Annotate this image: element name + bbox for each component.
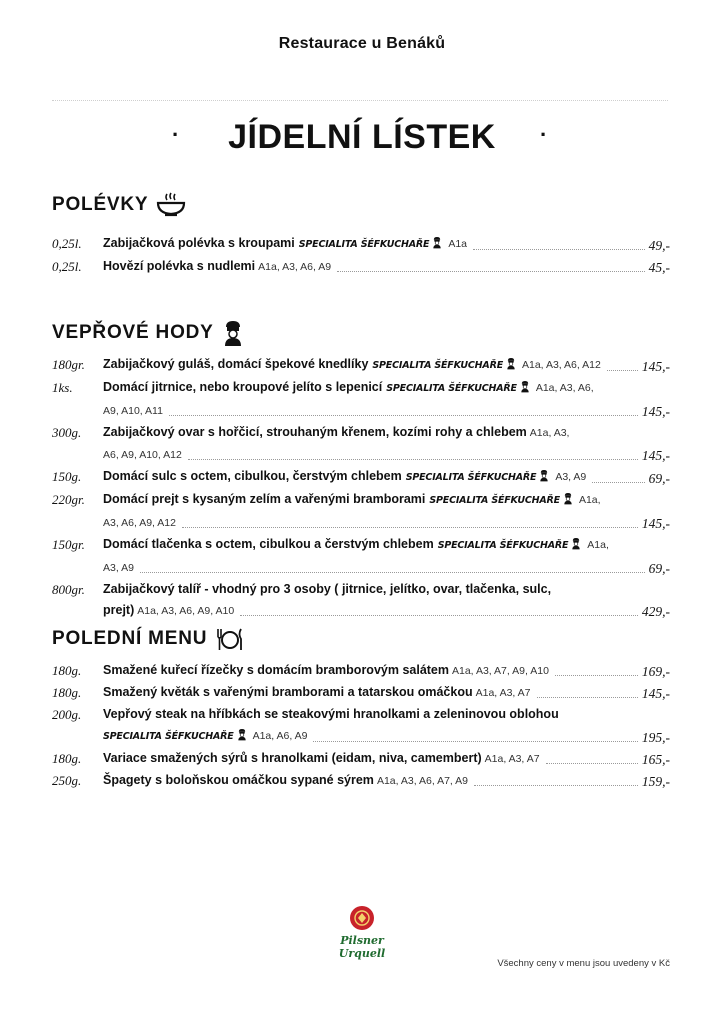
item-name: Vepřový steak na hříbkách se steakovými hranolkami a zeleninovou oblohou xyxy=(103,707,559,721)
item-quantity: 180gr. xyxy=(52,357,85,372)
section-pork xyxy=(52,318,670,622)
specialty-label: SPECIALITA ŠÉFKUCHAŘE xyxy=(372,360,503,371)
item-allergens: A1a, A3, xyxy=(529,427,570,439)
dot-leader xyxy=(537,697,638,698)
item-line xyxy=(103,466,670,489)
dot-leader xyxy=(474,785,638,786)
specialty-label: SPECIALITA ŠÉFKUCHAŘE xyxy=(437,540,569,551)
logo-text: Pilsner Urquell xyxy=(338,934,386,960)
specialty-label: SPECIALITA ŠÉFKUCHAŘE xyxy=(429,495,560,506)
pilsner-urquell-logo xyxy=(320,904,404,960)
item-text xyxy=(103,557,134,579)
dot-leader xyxy=(607,370,638,371)
item-text xyxy=(103,400,163,422)
item-line xyxy=(103,725,670,748)
dot-leader xyxy=(182,527,638,528)
dot-leader xyxy=(473,249,645,250)
item-allergens: A9, A10, A11 xyxy=(103,405,163,417)
item-name: Smažené kuřecí řízečky s domácím bramborovým salátem xyxy=(103,663,449,677)
item-quantity: 200g. xyxy=(52,707,82,722)
item-quantity: 300g. xyxy=(52,425,82,440)
item-text xyxy=(103,682,531,704)
item-line xyxy=(103,377,670,400)
menu-title: JÍDELNÍ LÍSTEK xyxy=(228,118,496,156)
item-text xyxy=(103,354,601,377)
menu-item xyxy=(52,770,670,792)
item-price: 145,- xyxy=(641,448,670,463)
section-title: POLÉVKY xyxy=(52,194,149,215)
chef-icon xyxy=(506,356,516,377)
item-body xyxy=(103,489,670,534)
item-text xyxy=(103,770,468,792)
soup-bowl-icon xyxy=(156,192,186,218)
item-text xyxy=(103,704,559,725)
restaurant-name: Restaurace u Benáků xyxy=(278,35,446,52)
item-body xyxy=(103,579,670,622)
item-line xyxy=(103,400,670,422)
specialty-label: SPECIALITA ŠÉFKUCHAŘE xyxy=(103,731,234,742)
item-body xyxy=(103,534,670,579)
item-allergens: A1a, A3, A7 xyxy=(475,687,531,699)
chef-icon xyxy=(222,319,244,347)
item-quantity: 800gr. xyxy=(52,582,85,597)
dot-leader xyxy=(546,763,638,764)
item-line xyxy=(103,704,670,725)
item-allergens: A1a, A3, A7 xyxy=(484,753,540,765)
item-body xyxy=(103,660,670,682)
menu-item xyxy=(52,704,670,748)
item-quantity: 180g. xyxy=(52,751,82,766)
item-quantity: 180g. xyxy=(52,663,82,678)
item-allergens: A1a, A3, A6, A7, A9 xyxy=(376,775,469,787)
item-allergens: A1a, A3, A6, A12 xyxy=(522,359,601,371)
item-line xyxy=(103,600,670,622)
menu-item xyxy=(52,354,670,377)
item-quantity: 250g. xyxy=(52,773,82,788)
item-line xyxy=(103,233,670,256)
item-allergens: A3, A6, A9, A12 xyxy=(103,517,176,529)
item-line xyxy=(103,422,670,444)
item-text xyxy=(103,256,331,278)
chef-icon xyxy=(563,491,573,512)
item-price: 159,- xyxy=(641,774,670,789)
section-lunch xyxy=(52,624,670,792)
item-text xyxy=(103,233,467,256)
item-body xyxy=(103,256,670,278)
item-body xyxy=(103,466,670,489)
title-bullet-right: · xyxy=(540,122,548,147)
item-quantity: 220gr. xyxy=(52,492,85,507)
chef-icon xyxy=(571,536,581,557)
menu-item xyxy=(52,256,670,278)
item-price: 69,- xyxy=(648,471,670,486)
item-text xyxy=(103,466,586,489)
item-quantity: 180g. xyxy=(52,685,82,700)
dot-leader xyxy=(240,615,638,616)
item-allergens: A1a xyxy=(448,238,468,250)
item-text xyxy=(103,422,569,444)
item-name: Zabijačková polévka s kroupami xyxy=(103,236,295,250)
item-line xyxy=(103,557,670,579)
section-title: POLEDNÍ MENU xyxy=(52,628,208,649)
item-line xyxy=(103,489,670,512)
section-soups xyxy=(52,190,670,278)
item-text xyxy=(103,489,601,512)
item-allergens: A6, A9, A10, A12 xyxy=(103,449,182,461)
item-allergens: A1a, A3, A6, A9, A10 xyxy=(137,605,235,617)
item-price: 145,- xyxy=(641,686,670,701)
item-text xyxy=(103,512,176,534)
header-divider xyxy=(52,100,668,101)
item-line xyxy=(103,534,670,557)
item-price: 169,- xyxy=(641,664,670,679)
chef-icon xyxy=(539,468,549,489)
item-allergens: A1a, A6, A9 xyxy=(252,730,308,742)
item-text xyxy=(103,748,540,770)
item-text xyxy=(103,600,234,622)
item-quantity: 1ks. xyxy=(52,380,73,395)
item-allergens: A3, A9 xyxy=(555,471,587,483)
menu-item xyxy=(52,579,670,622)
item-text xyxy=(103,725,307,748)
item-price: 429,- xyxy=(641,604,670,619)
menu-item xyxy=(52,377,670,422)
dot-leader xyxy=(188,459,638,460)
dot-leader xyxy=(592,482,644,483)
item-name: Domácí jitrnice, nebo kroupové jelíto s lepenicí xyxy=(103,380,383,394)
item-line xyxy=(103,579,670,600)
dot-leader xyxy=(169,415,638,416)
item-name-cont: prejt) xyxy=(103,603,135,617)
price-note: Všechny ceny v menu jsou uvedeny v Kč xyxy=(497,958,670,969)
item-allergens: A3, A9 xyxy=(103,562,134,574)
item-allergens: A1a, xyxy=(578,494,601,506)
item-name: Zabijačkový talíř - vhodný pro 3 osoby ( jitrnice, jelítko, ovar, tlačenka, sulc, xyxy=(103,582,552,596)
item-price: 195,- xyxy=(641,730,670,745)
item-body xyxy=(103,377,670,422)
item-name: Domácí tlačenka s octem, cibulkou a čerstvým chlebem xyxy=(103,537,434,551)
chef-icon xyxy=(237,727,247,748)
item-line xyxy=(103,682,670,704)
title-bullet-left: · xyxy=(172,122,180,147)
item-quantity: 150gr. xyxy=(52,537,85,552)
item-text xyxy=(103,444,182,466)
menu-item xyxy=(52,682,670,704)
plate-cutlery-icon xyxy=(215,626,245,652)
menu-item xyxy=(52,422,670,466)
item-body xyxy=(103,770,670,792)
dot-leader xyxy=(555,675,638,676)
item-line xyxy=(103,354,670,377)
item-body xyxy=(103,748,670,770)
item-line xyxy=(103,770,670,792)
specialty-label: SPECIALITA ŠÉFKUCHAŘE xyxy=(298,239,430,250)
menu-item xyxy=(52,466,670,489)
item-line xyxy=(103,512,670,534)
item-line xyxy=(103,660,670,682)
item-price: 165,- xyxy=(641,752,670,767)
item-body xyxy=(103,354,670,377)
item-name: Zabijačkový ovar s hořčicí, strouhaným křenem, kozími rohy a chlebem xyxy=(103,425,527,439)
item-body xyxy=(103,704,670,748)
item-name: Špagety s boloňskou omáčkou sypané sýrem xyxy=(103,773,374,787)
item-body xyxy=(103,422,670,466)
item-allergens: A1a, A3, A6, A9 xyxy=(258,261,332,273)
specialty-label: SPECIALITA ŠÉFKUCHAŘE xyxy=(386,383,517,394)
item-line xyxy=(103,748,670,770)
item-name: Zabijačkový guláš, domácí špekové knedlíky xyxy=(103,357,369,371)
item-name: Variace smažených sýrů s hranolkami (eidam, niva, camembert) xyxy=(103,751,482,765)
item-price: 69,- xyxy=(648,561,670,576)
item-allergens: A1a, A3, A7, A9, A10 xyxy=(452,665,549,677)
item-name: Domácí prejt s kysaným zelím a vařenými bramborami xyxy=(103,492,426,506)
menu-item xyxy=(52,489,670,534)
item-price: 145,- xyxy=(641,516,670,531)
item-line xyxy=(103,256,670,278)
item-body xyxy=(103,233,670,256)
item-allergens: A1a, xyxy=(587,539,609,551)
dot-leader xyxy=(337,271,645,272)
item-price: 145,- xyxy=(641,359,670,374)
item-quantity: 0,25l. xyxy=(52,259,82,274)
item-quantity: 0,25l. xyxy=(52,236,82,251)
item-text xyxy=(103,579,551,600)
chef-icon xyxy=(432,235,442,256)
item-allergens: A1a, A3, A6, xyxy=(535,382,594,394)
dot-leader xyxy=(313,741,637,742)
chef-icon xyxy=(520,379,530,400)
item-text xyxy=(103,534,609,557)
item-line xyxy=(103,444,670,466)
menu-item xyxy=(52,534,670,579)
item-price: 145,- xyxy=(641,404,670,419)
item-quantity: 150g. xyxy=(52,469,82,484)
section-title: VEPŘOVÉ HODY xyxy=(52,322,214,343)
specialty-label: SPECIALITA ŠÉFKUCHAŘE xyxy=(405,472,537,483)
item-text xyxy=(103,660,549,682)
item-body xyxy=(103,682,670,704)
item-name: Smažený květák s vařenými bramborami a tatarskou omáčkou xyxy=(103,685,473,699)
item-price: 45,- xyxy=(648,260,670,275)
menu-item xyxy=(52,660,670,682)
item-name: Hovězí polévka s nudlemi xyxy=(103,259,256,273)
dot-leader xyxy=(140,572,645,573)
item-price: 49,- xyxy=(648,238,670,253)
item-text xyxy=(103,377,594,400)
menu-item xyxy=(52,233,670,256)
menu-item xyxy=(52,748,670,770)
item-name: Domácí sulc s octem, cibulkou, čerstvým chlebem xyxy=(103,469,402,483)
